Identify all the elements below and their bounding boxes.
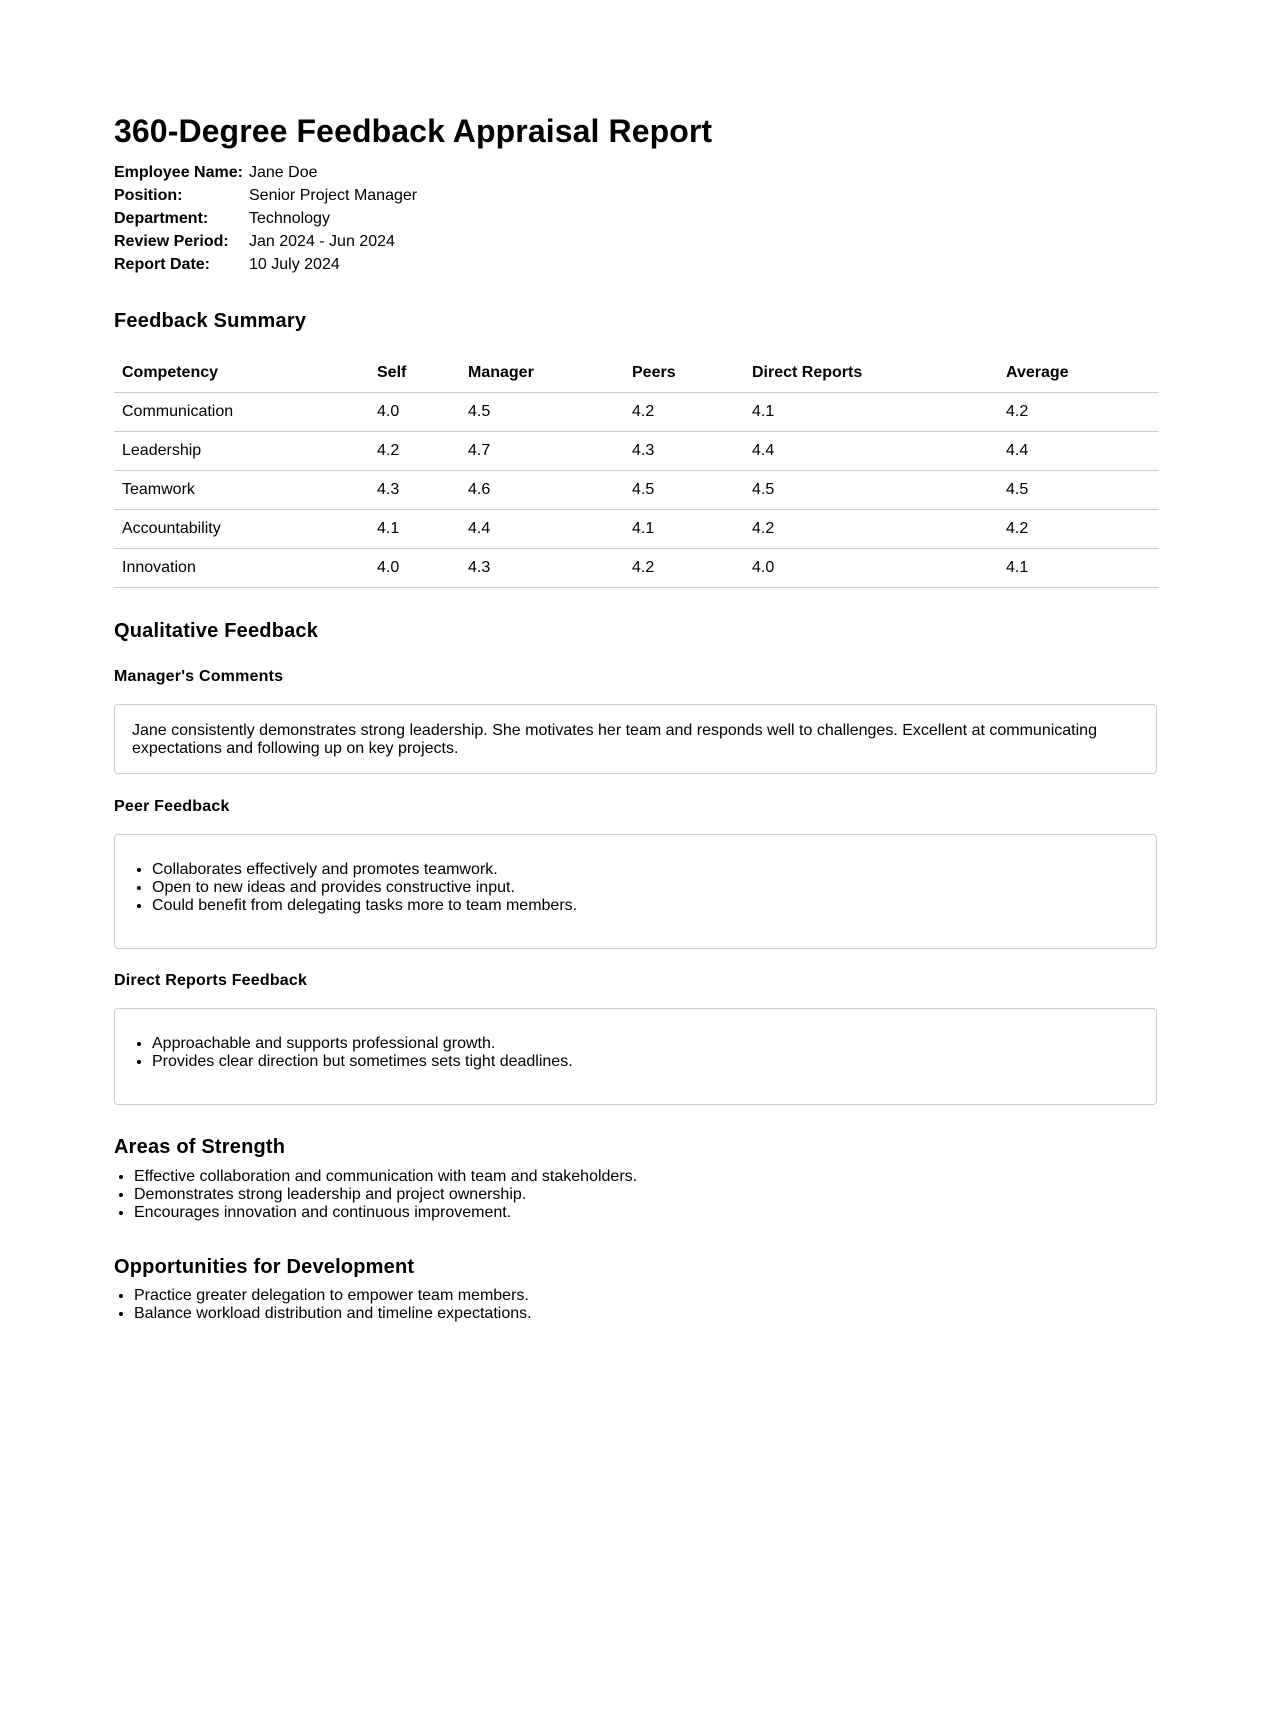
table-cell: 4.2 [998, 510, 1159, 549]
column-header: Self [369, 353, 460, 393]
table-cell: 4.1 [369, 510, 460, 549]
list-item: • Open to new ideas and provides constructive input. [152, 879, 1140, 897]
table-cell: 4.1 [744, 393, 998, 432]
list-item: • Provides clear direction but sometimes sets tight deadlines. [152, 1053, 1140, 1071]
feedback-summary-heading: Feedback Summary [114, 310, 307, 332]
table-cell: 4.7 [460, 432, 624, 471]
development-list-clip [114, 1287, 1159, 1322]
list-item: • Approachable and supports professional growth. [152, 1035, 1140, 1053]
info-value: Senior Project Manager [249, 187, 418, 204]
info-label: Position: [114, 187, 183, 204]
report-title: 360-Degree Feedback Appraisal Report [114, 113, 713, 149]
column-header: Competency [114, 353, 369, 393]
table-cell: 4.1 [998, 549, 1159, 588]
list-item: • Could benefit from delegating tasks more to team members. [152, 897, 1140, 915]
table-row [114, 471, 1159, 510]
list-item: • Effective collaboration and communication with team and stakeholders. [134, 1168, 637, 1186]
table-cell: 4.3 [369, 471, 460, 510]
direct-reports-feedback-list [115, 1009, 1156, 1071]
info-value: Technology [249, 210, 330, 227]
table-cell: 4.2 [624, 549, 744, 588]
list-item: • Practice greater delegation to empower team members. [134, 1287, 1159, 1305]
table-header-row [114, 353, 1159, 393]
table-cell: Innovation [114, 549, 369, 588]
feedback-summary-table [114, 353, 1159, 588]
strengths-list [114, 1168, 637, 1222]
table-cell: 4.2 [369, 432, 460, 471]
peer-feedback-list [115, 835, 1156, 915]
table-cell: Accountability [114, 510, 369, 549]
table-cell: 4.0 [744, 549, 998, 588]
table-cell: 4.0 [369, 549, 460, 588]
table-cell: 4.1 [624, 510, 744, 549]
peer-feedback-box [114, 834, 1157, 949]
info-row-report-date [114, 255, 417, 278]
list-item: • Collaborates effectively and promotes teamwork. [152, 861, 1140, 879]
direct-reports-feedback-heading: Direct Reports Feedback [114, 972, 308, 989]
info-label: Review Period: [114, 233, 229, 250]
info-row-department [114, 209, 417, 232]
info-value: Jan 2024 - Jun 2024 [249, 233, 395, 250]
table-cell: 4.2 [998, 393, 1159, 432]
table-cell: 4.2 [624, 393, 744, 432]
table-cell: 4.4 [998, 432, 1159, 471]
table-cell: 4.0 [369, 393, 460, 432]
table-cell: Communication [114, 393, 369, 432]
table-cell: 4.4 [460, 510, 624, 549]
opportunities-for-development-heading: Opportunities for Development [114, 1256, 415, 1278]
managers-comments-text: Jane consistently demonstrates strong leadership. She motivates her team and responds well to challenges. Excellent at communicating expectations and following up on key projects. [132, 722, 1097, 757]
development-list [114, 1287, 1159, 1323]
table-cell: Teamwork [114, 471, 369, 510]
peer-feedback-heading: Peer Feedback [114, 798, 230, 815]
column-header: Direct Reports [744, 353, 998, 393]
table-row [114, 432, 1159, 471]
managers-comments-heading: Manager's Comments [114, 668, 284, 685]
column-header: Average [998, 353, 1159, 393]
table-cell: 4.2 [744, 510, 998, 549]
table-cell: 4.5 [624, 471, 744, 510]
employee-info [114, 163, 417, 278]
column-header: Manager [460, 353, 624, 393]
info-value: 10 July 2024 [249, 256, 340, 273]
managers-comments-box [114, 704, 1157, 774]
info-row-review-period [114, 232, 417, 255]
info-row-employee-name [114, 163, 417, 186]
column-header: Peers [624, 353, 744, 393]
info-label: Report Date: [114, 256, 211, 273]
qualitative-feedback-heading: Qualitative Feedback [114, 620, 319, 642]
areas-of-strength-heading: Areas of Strength [114, 1136, 286, 1158]
info-label: Employee Name: [114, 164, 243, 181]
info-row-position [114, 186, 417, 209]
table-cell: 4.5 [460, 393, 624, 432]
table-cell: 4.5 [744, 471, 998, 510]
table-row [114, 549, 1159, 588]
table-cell: Leadership [114, 432, 369, 471]
list-item: • Encourages innovation and continuous improvement. [134, 1204, 637, 1222]
table-cell: 4.5 [998, 471, 1159, 510]
list-item: • Balance workload distribution and timeline expectations. [134, 1305, 1159, 1323]
direct-reports-feedback-box [114, 1008, 1157, 1105]
table-row [114, 510, 1159, 549]
table-cell: 4.4 [744, 432, 998, 471]
table-cell: 4.6 [460, 471, 624, 510]
list-item: • Demonstrates strong leadership and project ownership. [134, 1186, 637, 1204]
info-label: Department: [114, 210, 209, 227]
info-value: Jane Doe [249, 164, 318, 181]
table-cell: 4.3 [624, 432, 744, 471]
table-cell: 4.3 [460, 549, 624, 588]
table-row [114, 393, 1159, 432]
